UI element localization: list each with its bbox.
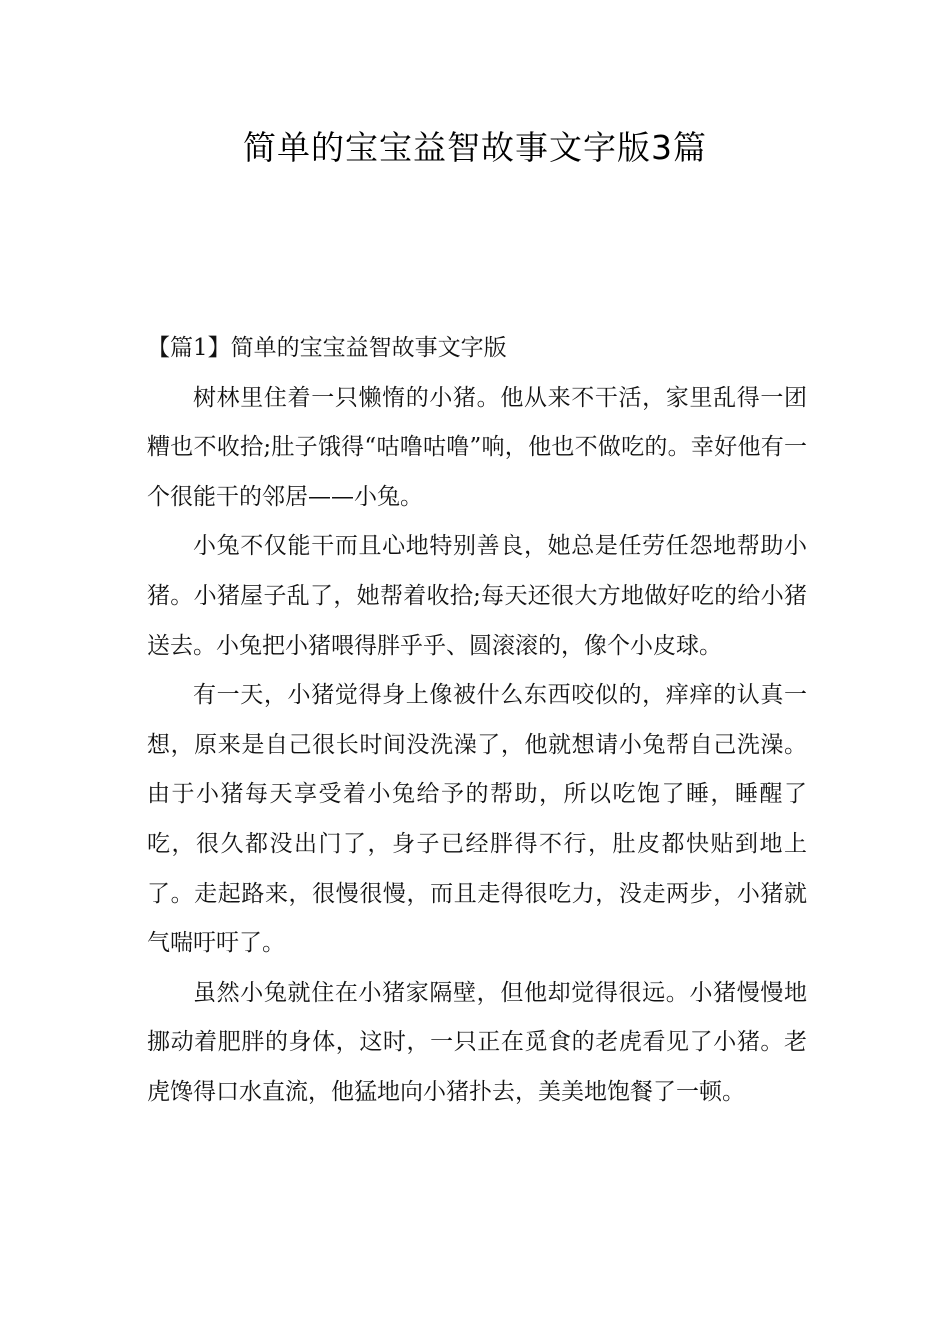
paragraph-3: 有一天，小猪觉得身上像被什么东西咬似的，痒痒的认真一想，原来是自己很长时间没洗澡了，他就想请小兔帮自己洗澡。由于小猪每天享受着小兔给予的帮助，所以吃饱了睡，睡醒了吃，很久都没出门了，身子已经胖得不行，肚皮都快贴到地上了。走起路来，很慢很慢，而且走得很吃力，没走两步，小猪就气喘吁吁了。 bbox=[147, 682, 807, 957]
document-body bbox=[147, 324, 807, 1118]
paragraph-2: 小兔不仅能干而且心地特别善良，她总是任劳任怨地帮助小猪。小猪屋子乱了，她帮着收拾;每天还很大方地做好吃的给小猪送去。小兔把小猪喂得胖乎乎、圆滚滚的，像个小皮球。 bbox=[147, 533, 807, 659]
document-title: 简单的宝宝益智故事文字版3篇 bbox=[243, 128, 707, 167]
paragraph-1: 树林里住着一只懒惰的小猪。他从来不干活，家里乱得一团糟也不收拾;肚子饿得“咕噜咕噜”响，他也不做吃的。幸好他有一个很能干的邻居——小兔。 bbox=[147, 384, 807, 510]
section-heading: 【篇1】简单的宝宝益智故事文字版 bbox=[147, 335, 507, 361]
paragraph-4: 虽然小兔就住在小猪家隔壁，但他却觉得很远。小猪慢慢地挪动着肥胖的身体，这时，一只正在觅食的老虎看见了小猪。老虎馋得口水直流，他猛地向小猪扑去，美美地饱餐了一顿。 bbox=[147, 979, 807, 1105]
